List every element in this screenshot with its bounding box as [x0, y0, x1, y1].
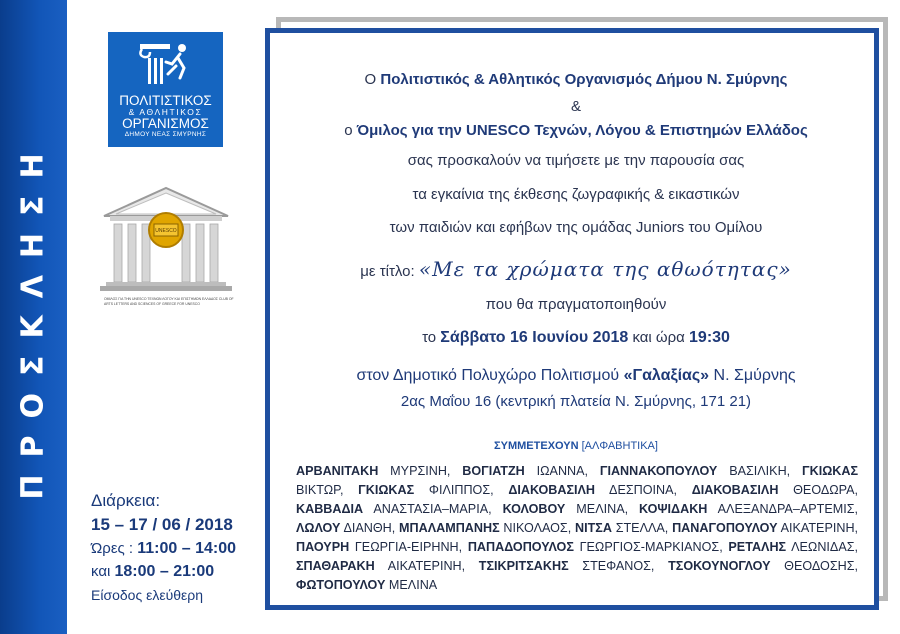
- date-prefix: το: [422, 329, 437, 346]
- organizer-1-name: Πολιτιστικός & Αθλητικός Οργανισμός Δήμου Ν. Σμύρνης: [380, 71, 788, 88]
- participant-name: ΜΕΛΙΝΑ: [388, 578, 438, 592]
- participant-name: ΙΩΑΝΝΑ,: [536, 464, 589, 478]
- participant-surname: ΡΕΤΑΛΗΣ: [728, 540, 787, 554]
- take-place-line: που θα πραγματοποιηθούν: [485, 296, 667, 313]
- address-line: 2ας Μαΐου 16 (κεντρική πλατεία Ν. Σμύρνης, 171 21): [400, 393, 752, 410]
- participant-surname: ΝΙΤΣΑ: [574, 521, 612, 535]
- ampersand-line: &: [570, 98, 581, 115]
- venue-name: «Γαλαξίας»: [623, 367, 710, 384]
- participants-note: [ΑΛΦΑΒΗΤΙΚΑ]: [581, 440, 658, 452]
- hours-prefix: Ώρες :: [91, 540, 134, 557]
- participant-surname: ΦΩΤΟΠΟΥΛΟΥ: [296, 578, 386, 592]
- participants-title: ΣΥΜΜΕΤΕΧΟΥΝ: [494, 440, 579, 452]
- participant-surname: ΓΙΑΝΝΑΚΟΠΟΥΛΟΥ: [599, 464, 718, 478]
- exhibition-info: [91, 491, 236, 603]
- participant-surname: ΜΠΑΛΑΜΠΑΝΗΣ: [399, 521, 500, 535]
- organizer-2-prefix: ο: [344, 122, 353, 139]
- venue-line: [290, 367, 862, 385]
- venue-prefix: στον Δημοτικό Πολυχώρο Πολιτισμού: [356, 367, 620, 384]
- logo-line-1: ΠΟΛΙΤΙΣΤΙΚΟΣ: [119, 93, 212, 108]
- participant-surname: ΚΟΛΟΒΟΥ: [502, 502, 566, 516]
- participant-name: ΔΕΣΠΟΙΝΑ,: [609, 483, 678, 497]
- participant-surname: ΛΩΛΟΥ: [296, 521, 341, 535]
- exhibition-title-line: [290, 257, 862, 281]
- time-prefix: και ώρα: [632, 329, 685, 346]
- event-time: 19:30: [689, 329, 730, 346]
- entry-note: Είσοδος ελεύθερη: [91, 587, 204, 603]
- participant-name: ΑΛΕΞΑΝΔΡΑ–ΑΡΤΕΜΙΣ,: [717, 502, 858, 516]
- hours-range-1: 11:00 – 14:00: [137, 540, 236, 557]
- hours-line-2: [91, 563, 236, 581]
- participant-name: ΒΑΣΙΛΙΚΗ,: [729, 464, 791, 478]
- hours-and: και: [91, 563, 111, 580]
- unesco-club-temple-logo: [96, 186, 236, 298]
- participant-name: ΘΕΟΔΟΣΗΣ,: [784, 559, 858, 573]
- hours-line-1: [91, 540, 236, 558]
- duration-dates: 15 – 17 / 06 / 2018: [91, 515, 233, 534]
- duration-label: Διάρκεια:: [91, 491, 161, 510]
- participant-name: ΝΙΚΟΛΑΟΣ,: [503, 521, 572, 535]
- unesco-plaque-text: UNESCO: [155, 228, 177, 234]
- column-runner-icon: [136, 38, 196, 90]
- participant-surname: ΤΣΙΚΡΙΤΣΑΚΗΣ: [478, 559, 569, 573]
- participant-surname: ΠΑΟΥΡΗ: [296, 540, 350, 554]
- cultural-organization-logo: [108, 32, 223, 147]
- participant-surname: ΓΚΙΩΚΑΣ: [358, 483, 415, 497]
- invite-line: σας προσκαλούν να τιμήσετε με την παρουσία σας: [407, 152, 745, 169]
- participant-name: ΣΤΕΛΛΑ,: [615, 521, 669, 535]
- participant-surname: ΑΡΒΑΝΙΤΑΚΗ: [296, 464, 379, 478]
- logo-line-4: ΔΗΜΟΥ ΝΕΑΣ ΣΜΥΡΝΗΣ: [124, 131, 207, 138]
- participant-name: ΑΝΑΣΤΑΣΙΑ–ΜΑΡΙΑ,: [373, 502, 492, 516]
- hours-range-2: 18:00 – 21:00: [114, 563, 215, 580]
- participant-surname: ΠΑΝΑΓΟΠΟΥΛΟΥ: [672, 521, 778, 535]
- participant-surname: ΔΙΑΚΟΒΑΣΙΛΗ: [508, 483, 596, 497]
- venue-suffix: Ν. Σμύρνης: [713, 367, 796, 384]
- event-date: Σάββατο 16 Ιουνίου 2018: [440, 329, 629, 346]
- participant-name: ΑΙΚΑΤΕΡΙΝΗ,: [387, 559, 466, 573]
- participants-list: [296, 462, 858, 595]
- participant-name: ΑΙΚΑΤΕΡΙΝΗ,: [780, 521, 859, 535]
- participants-heading: [290, 440, 862, 452]
- participant-name: ΜΥΡΣΙΝΗ,: [390, 464, 451, 478]
- participant-name: ΛΕΩΝΙΔΑΣ,: [791, 540, 859, 554]
- participant-surname: ΣΠΑΘΑΡΑΚΗ: [296, 559, 375, 573]
- participant-surname: ΤΣΟΚΟΥΝΟΓΛΟΥ: [668, 559, 771, 573]
- organizer-line-2: [290, 122, 862, 139]
- participant-surname: ΚΟΨΙΔΑΚΗ: [639, 502, 708, 516]
- participant-surname: ΒΟΓΙΑΤΖΗ: [462, 464, 525, 478]
- participant-name: ΜΕΛΙΝΑ,: [576, 502, 629, 516]
- participant-surname: ΠΑΠΑΔΟΠΟΥΛΟΣ: [467, 540, 574, 554]
- invitation-vertical-title: ΠΡΟΣΚΛΗΣΗ: [15, 136, 51, 500]
- organizer-2-name: Όμιλος για την UNESCO Τεχνών, Λόγου & Επιστημών Ελλάδος: [356, 122, 808, 139]
- participant-surname: ΔΙΑΚΟΒΑΣΙΛΗ: [691, 483, 779, 497]
- participant-name: ΣΤΕΦΑΝΟΣ,: [582, 559, 655, 573]
- participant-name: ΓΕΩΡΓΙΟΣ-ΜΑΡΚΙΑΝΟΣ,: [579, 540, 723, 554]
- participant-surname: ΚΑΒΒΑΔΙΑ: [296, 502, 364, 516]
- unesco-club-caption: ΟΜΙΛΟΣ ΓΙΑ ΤΗΝ UNESCO ΤΕΧΝΩΝ ΛΟΓΟΥ ΚΑΙ ΕΠΙΣΤΗΜΩΝ ΕΛΛΑΔΟΣ CLUB OF ARTS LETTERS AND SCIENCES OF GREECE FOR UNESCO: [104, 297, 234, 306]
- participant-name: ΘΕΟΔΩΡΑ,: [793, 483, 859, 497]
- logo-line-3: ΟΡΓΑΝΙΣΜΟΣ: [122, 116, 209, 131]
- date-time-line: [290, 329, 862, 347]
- exhibition-title: «Με τα χρώματα της αθωότητας»: [418, 257, 792, 281]
- participant-name: ΔΙΑΝΘΗ,: [343, 521, 396, 535]
- juniors-line: των παιδιών και εφήβων της ομάδας Juniors του Ομίλου: [389, 219, 763, 236]
- opening-line: τα εγκαίνια της έκθεσης ζωγραφικής & εικαστικών: [412, 186, 740, 203]
- logo-line-2: & ΑΘΛΗΤΙΚΟΣ: [128, 107, 203, 117]
- title-prefix: με τίτλο:: [360, 263, 415, 280]
- organizer-line-1: [290, 71, 862, 88]
- organizer-1-prefix: Ο: [364, 71, 377, 88]
- participant-name: ΒΙΚΤΩΡ,: [296, 483, 344, 497]
- participant-name: ΓΕΩΡΓΙΑ-ΕΙΡΗΝΗ,: [354, 540, 463, 554]
- sidebar-band: [0, 0, 67, 634]
- participant-surname: ΓΚΙΩΚΑΣ: [802, 464, 859, 478]
- participant-name: ΦΙΛΙΠΠΟΣ,: [428, 483, 494, 497]
